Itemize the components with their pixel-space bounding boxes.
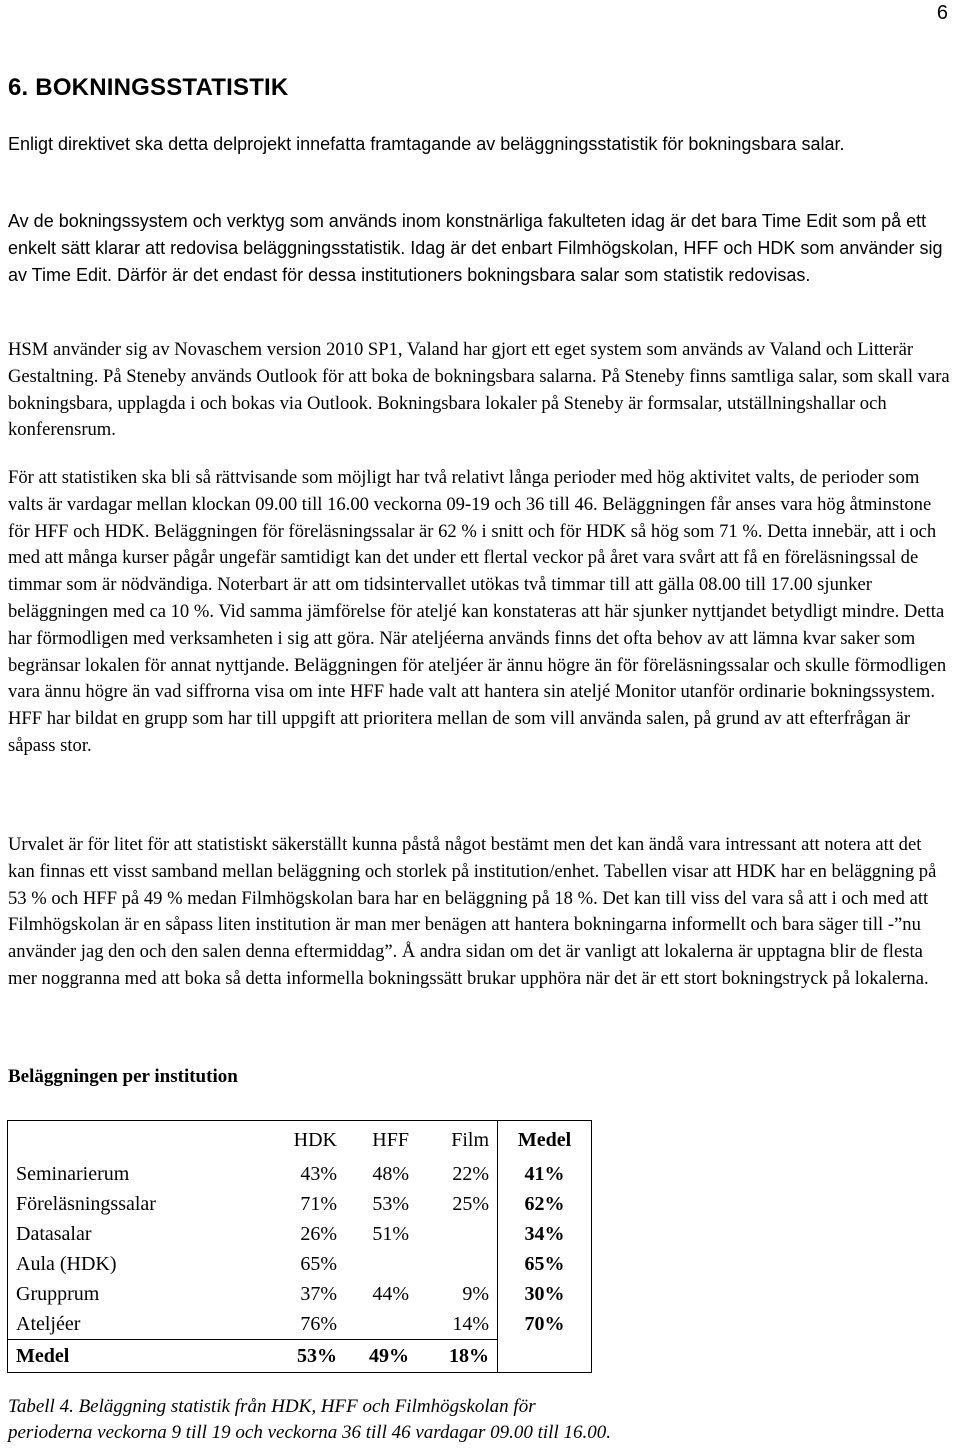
cell-hdk: 37% xyxy=(300,1283,337,1305)
cell-hdk: 26% xyxy=(300,1223,337,1245)
cell-film: 14% xyxy=(452,1313,489,1335)
cell-film: 22% xyxy=(452,1163,489,1185)
header-medel: Medel xyxy=(498,1121,592,1160)
cell-medel: 62% xyxy=(498,1189,592,1219)
cell-film: 25% xyxy=(452,1193,489,1215)
table-row xyxy=(8,1189,592,1219)
occupancy-table xyxy=(7,1120,592,1373)
paragraph-hsm-valand-steneby: HSM använder sig av Novaschem version 2010 SP1, Valand har gjort ett eget system som används av Valand och Litterär Gestaltning. På Steneby används Outlook för att boka de bokningsbara salarna. På Steneby finns samtliga salar, som skall vara bokningsbara, upplagda i och bokas via Outlook. Bokningsbara lokaler på Steneby är formsalar, utställningshallar och konferensrum. xyxy=(8,339,950,441)
table-row xyxy=(8,1219,592,1249)
header-hff: HFF xyxy=(372,1129,409,1151)
row-label: Aula (HDK) xyxy=(16,1253,117,1275)
cell-film xyxy=(417,1249,498,1279)
cell-medel: 70% xyxy=(498,1309,592,1340)
cell-medel: 41% xyxy=(498,1159,592,1189)
cell-medel: 34% xyxy=(498,1219,592,1249)
row-label: Datasalar xyxy=(16,1223,92,1245)
total-hff: 49% xyxy=(345,1340,417,1373)
paragraph-systems xyxy=(8,208,952,288)
paragraph-period-selection: För att statistiken ska bli så rättvisande som möjligt har två relativt långa perioder med hög aktivitet valts, de perioder som valts är vardagar mellan klockan 09.00 till 16.00 veckorna 09-19 och 36 till 46. Beläggningen får anses vara hög åtminstone för HFF och HDK. Beläggningen för föreläsningssalar är 62 % i snitt och för HDK så hög som 71 %. Detta innebär, att i och med att många kurser pågår ungefär samtidigt kan det under ett flertal veckor på året vara svårt att få en föreläsningssal de timmar som är nödvändiga. Noterbart är att om tidsintervallet utökas två timmar till att gälla 08.00 till 17.00 sjunker beläggningen med ca 10 %. Vid samma jämförelse för ateljé kan konstateras att här sjunker nyttjandet betydligt mindre. Detta har förmodligen med verksamheten i sig att göra. När ateljéerna används finns det ofta behov av att lämna kvar saker som begränsar lokalen för annat nyttjande. Beläggningen för ateljéer är ännu högre än för föreläsningssalar och skulle förmodligen vara ännu högre än vad siffrorna visa om inte HFF hade valt att hantera sin ateljé Monitor utanför ordinarie bokningssystem. HFF har bildat en grupp som har till uppgift att prioritera mellan de som vill använda salen, på grund av att efterfrågan är såpass stor. xyxy=(8,467,947,756)
table-row xyxy=(8,1309,592,1340)
caption-line-1: Tabell 4. Beläggning statistik från HDK, HFF och Filmhögskolan för xyxy=(8,1396,536,1417)
caption-line-2: perioderna veckorna 9 till 19 och veckorna 36 till 46 vardagar 09.00 till 16.00. xyxy=(8,1422,611,1443)
total-film: 18% xyxy=(417,1340,498,1373)
total-medel xyxy=(498,1340,592,1373)
cell-hff: 53% xyxy=(372,1193,409,1215)
cell-medel: 65% xyxy=(498,1249,592,1279)
cell-hdk: 43% xyxy=(300,1163,337,1185)
page-number: 6 xyxy=(936,2,948,24)
cell-hff xyxy=(345,1309,417,1340)
cell-hdk: 65% xyxy=(300,1253,337,1275)
section-heading: 6. BOKNINGSSTATISTIK xyxy=(8,74,289,101)
total-label: Medel xyxy=(8,1340,273,1373)
cell-hff: 51% xyxy=(372,1223,409,1245)
total-hdk: 53% xyxy=(272,1340,345,1373)
table-row xyxy=(8,1279,592,1309)
cell-hff: 48% xyxy=(372,1163,409,1185)
row-label: Grupprum xyxy=(16,1283,100,1305)
paragraph-sample-size: Urvalet är för litet för att statistiskt säkerställt kunna påstå något bestämt men det kan ändå vara intressant att notera att det kan finnas ett visst samband mellan beläggning och storlek på institution/enhet. Tabellen visar att HDK har en beläggning på 53 % och HFF på 49 % medan Filmhögskolan bara har en beläggning på 18 %. Det kan till viss del vara så att i och med att Filmhögskolan är en såpass liten institution är man mer benägen att hantera bokningarna informellt och bara säger till -”nu använder jag den och den salen denna eftermiddag”. Å andra sidan om det är vanligt att lokalerna är upptagna blir de flesta mer noggranna med att boka så detta informella bokningssätt brukar upphöra när det är ett stort bokningstryck på lokalerna. xyxy=(8,834,937,989)
header-name xyxy=(8,1121,273,1160)
table-row xyxy=(8,1249,592,1279)
header-film: Film xyxy=(451,1129,489,1151)
cell-hff xyxy=(345,1249,417,1279)
row-label: Föreläsningssalar xyxy=(16,1193,156,1215)
table-total-row xyxy=(8,1340,592,1373)
table-caption xyxy=(8,1394,611,1446)
paragraph-intro: Enligt direktivet ska detta delprojekt innefatta framtagande av beläggningsstatistik för bokningsbara salar. xyxy=(8,134,845,154)
cell-film: 9% xyxy=(462,1283,489,1305)
cell-film xyxy=(417,1219,498,1249)
table-header-row xyxy=(8,1121,592,1160)
cell-hdk: 71% xyxy=(300,1193,337,1215)
table-title: Beläggningen per institution xyxy=(8,1066,238,1087)
table-row xyxy=(8,1159,592,1189)
cell-hff: 44% xyxy=(372,1283,409,1305)
cell-medel: 30% xyxy=(498,1279,592,1309)
cell-hdk: 76% xyxy=(300,1313,337,1335)
row-label: Ateljéer xyxy=(16,1313,81,1335)
header-hdk: HDK xyxy=(293,1129,337,1151)
paragraph-systems-part2: Idag är det enbart Filmhögskolan, HFF och HDK som använder sig av Time Edit. Därför är det endast för dessa institutioners bokningsbara salar som statistik redovisas. xyxy=(8,237,943,285)
paragraph-systems-part1: Av de bokningssystem och verktyg som används inom konstnärliga fakulteten idag är det bara Time Edit som på ett enkelt sätt klarar att redovisa beläggningsstatistik. xyxy=(8,211,927,258)
row-label: Seminarierum xyxy=(16,1163,130,1185)
